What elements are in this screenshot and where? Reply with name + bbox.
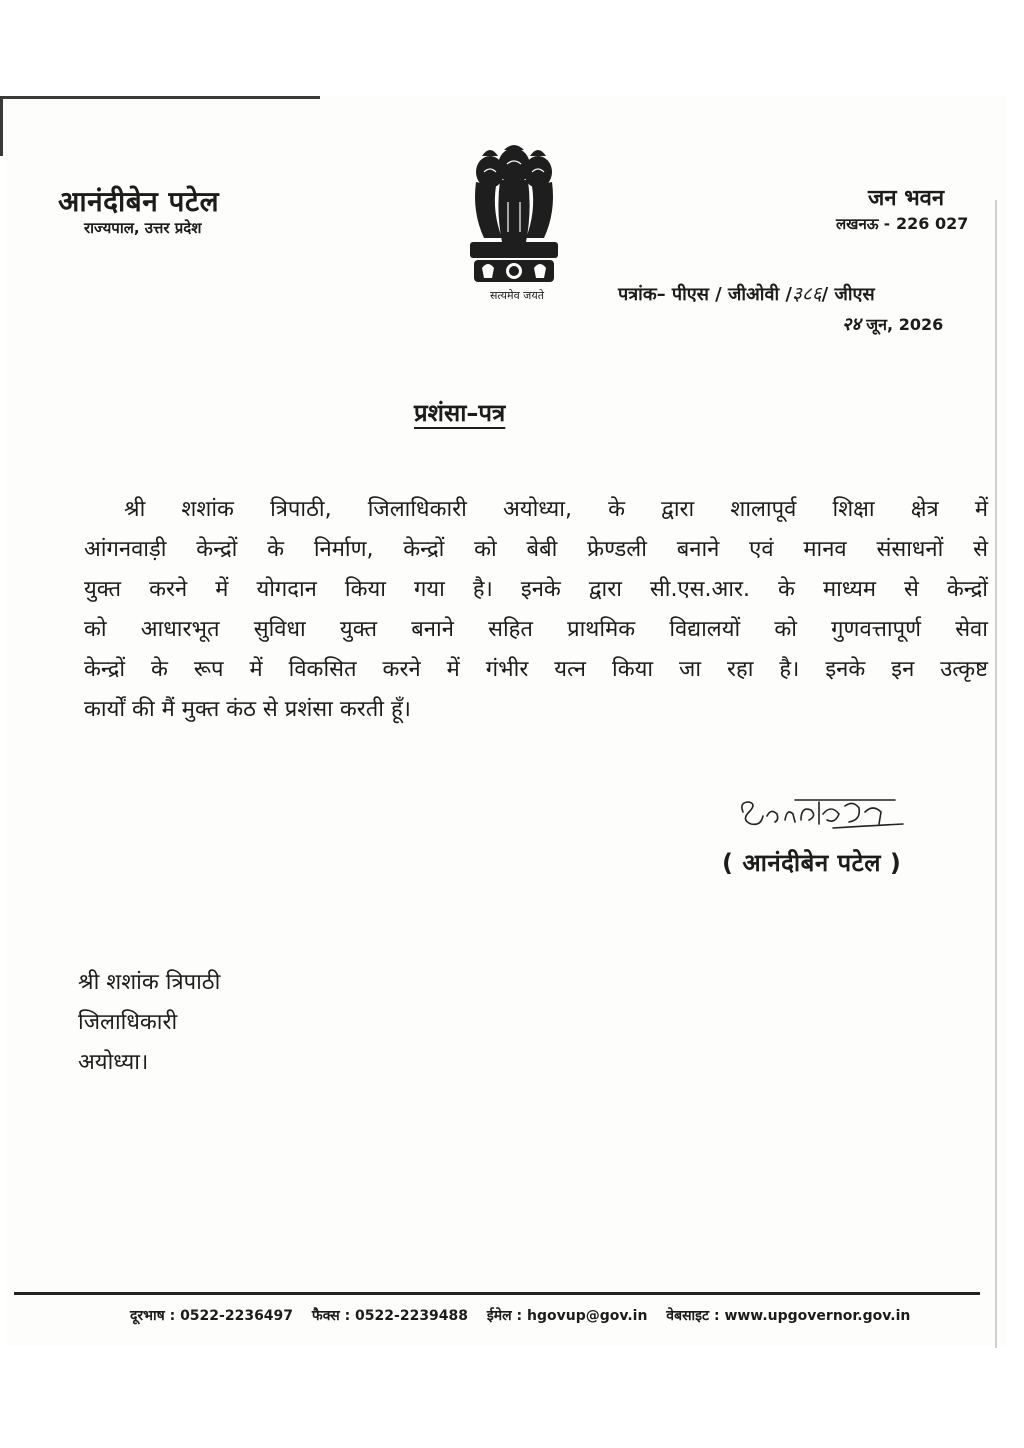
body-line: श्री शशांक त्रिपाठी, जिलाधिकारी अयोध्या, के द्वारा शालापूर्व शिक्षा क्षेत्र में xyxy=(124,497,988,522)
recipient-designation: जिलाधिकारी xyxy=(78,1010,178,1035)
recipient-name: श्री शशांक त्रिपाठी xyxy=(78,970,221,995)
handwritten-signature xyxy=(735,790,915,840)
office-city: लखनऊ - xyxy=(836,215,890,233)
signatory-name: ( आनंदीबेन पटेल ) xyxy=(722,849,902,877)
footer-phone: दूरभाष : 0522-2236497 xyxy=(130,1308,294,1324)
sender-name: आनंदीबेन पटेल xyxy=(58,185,220,218)
office-pincode: 226 027 xyxy=(896,214,969,233)
national-emblem-icon xyxy=(462,142,566,298)
emblem-motto: सत्यमेव जयते xyxy=(489,289,544,302)
reference-suffix: / जीएस xyxy=(821,284,875,305)
reference-prefix: पत्रांक– पीएस / जीओवी / xyxy=(618,284,792,305)
sender-designation: राज्यपाल, उत्तर प्रदेश xyxy=(84,219,202,237)
body-line: कार्यों की मैं मुक्त कंठ से प्रशंसा करती हूँ। xyxy=(84,697,411,722)
page-edge-top xyxy=(0,96,320,99)
footer-contact xyxy=(130,1306,924,1325)
reference-number xyxy=(618,280,875,306)
body-line: को आधारभूत सुविधा युक्त बनाने सहित प्राथमिक विद्यालयों को गुणवत्तापूर्ण सेवा xyxy=(84,617,988,642)
footer-divider xyxy=(14,1292,980,1295)
date-handwritten-day: २४ xyxy=(842,314,861,335)
date-month-year: जून, 2026 xyxy=(860,315,944,334)
recipient-location: अयोध्या। xyxy=(78,1050,149,1075)
footer-fax: फैक्स : 0522-2239488 xyxy=(311,1308,469,1324)
letter-title: प्रशंसा–पत्र xyxy=(414,399,506,427)
page-edge-left xyxy=(0,96,3,156)
office-address xyxy=(836,214,968,234)
footer-website: वेबसाइट : www.upgovernor.gov.in xyxy=(666,1308,911,1324)
body-line: आंगनवाड़ी केन्द्रों के निर्माण, केन्द्रों को बेबी फ्रेण्डली बनाने एवं मानव संसाधनों से xyxy=(84,537,988,562)
page-edge-right xyxy=(995,200,997,1348)
body-line: केन्द्रों के रूप में विकसित करने में गंभीर यत्न किया जा रहा है। इनके इन उत्कृष्ट xyxy=(84,657,988,682)
footer-email: ईमेल : hgovup@gov.in xyxy=(486,1308,648,1324)
letter-body xyxy=(84,490,988,730)
body-line: युक्त करने में योगदान किया गया है। इनके द्वारा सी.एस.आर. के माध्यम से केन्द्रों xyxy=(84,577,988,602)
letter-date xyxy=(842,312,943,336)
office-name: जन भवन xyxy=(868,186,945,211)
reference-handwritten-number: ३८६ xyxy=(791,283,822,305)
